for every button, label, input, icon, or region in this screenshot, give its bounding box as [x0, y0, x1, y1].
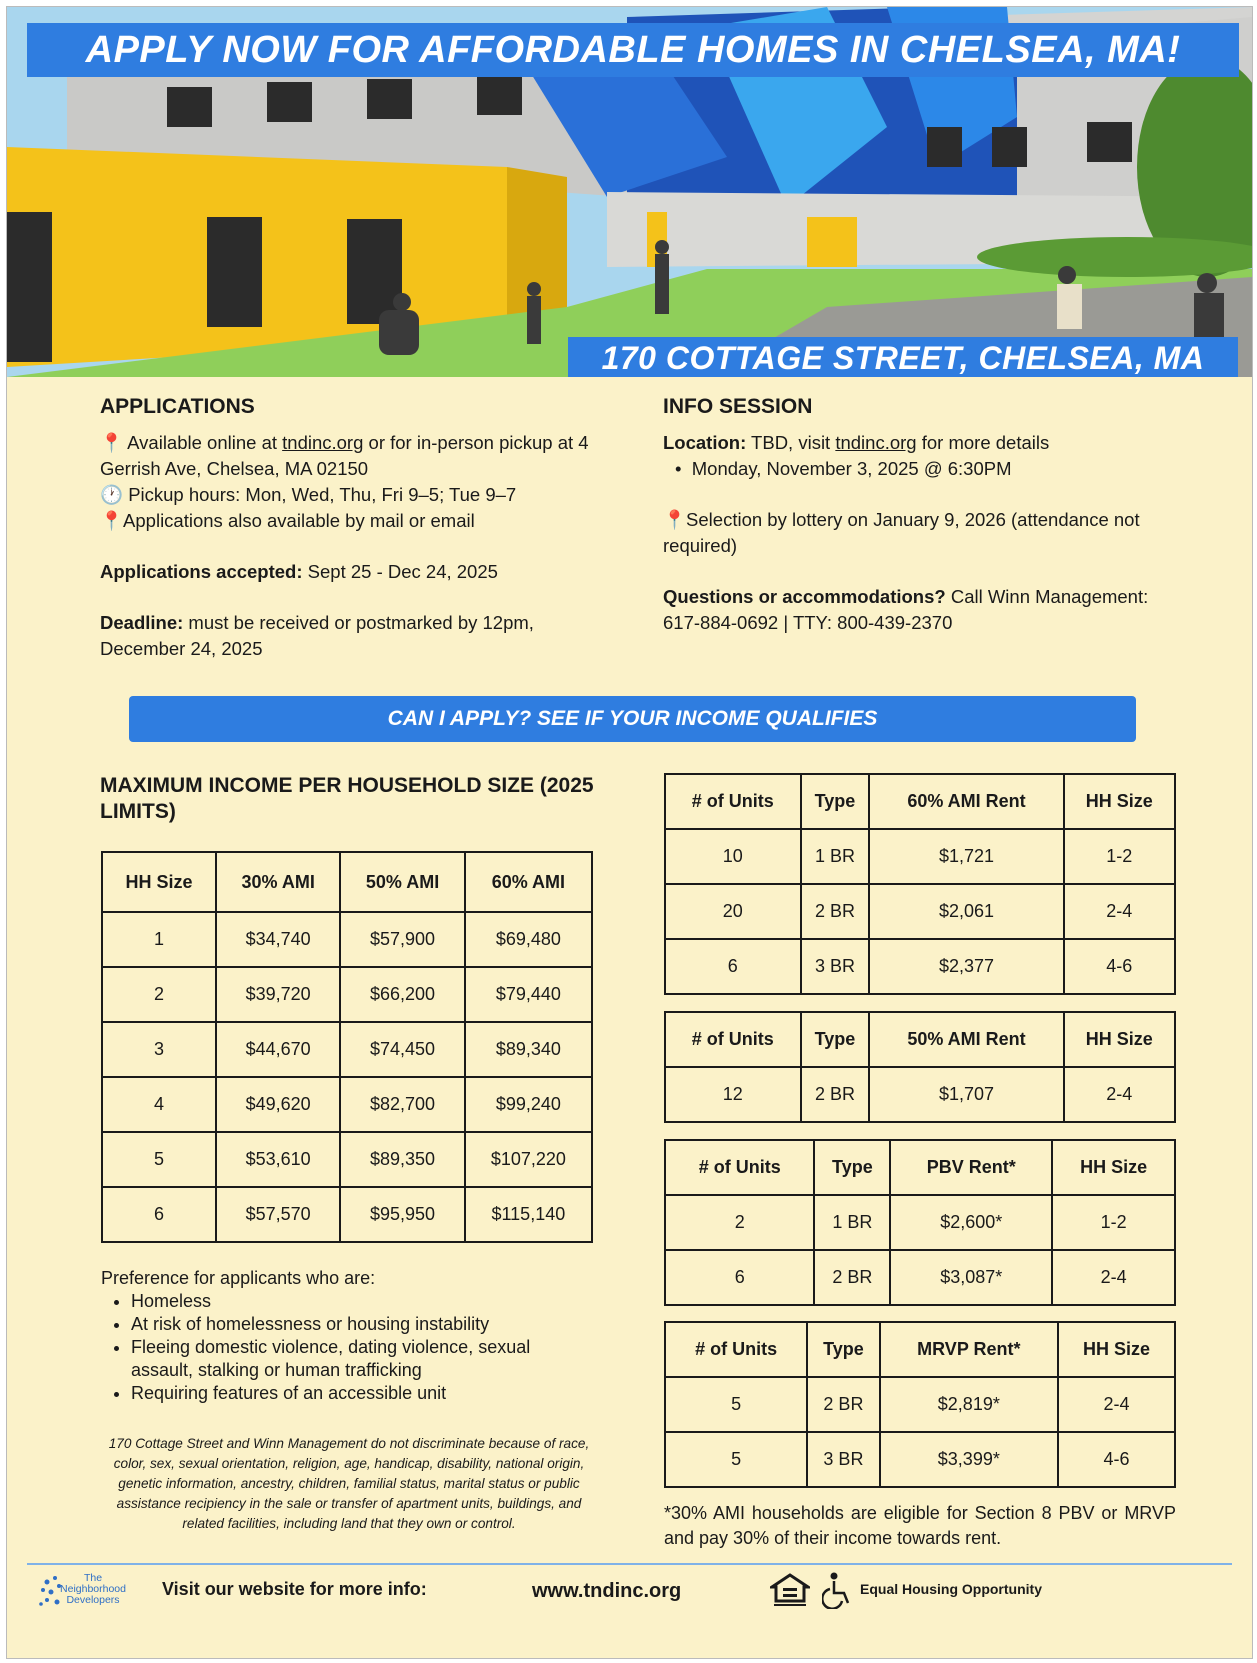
table-cell: 4-6	[1064, 939, 1175, 994]
table-cell: $79,440	[465, 967, 592, 1022]
table-cell: $82,700	[340, 1077, 464, 1132]
qualify-banner: CAN I APPLY? SEE IF YOUR INCOME QUALIFIES	[129, 696, 1136, 742]
table-header: Type	[801, 774, 870, 829]
table-row	[665, 1432, 1175, 1487]
rent-table-50-ami	[664, 1011, 1176, 1123]
lottery-info: 📍Selection by lottery on January 9, 2026 (attendance not required)	[663, 509, 1140, 556]
table-cell: $3,087*	[890, 1250, 1052, 1305]
table-header: 60% AMI Rent	[869, 774, 1063, 829]
table-header: # of Units	[665, 1322, 807, 1377]
table-cell: 5	[665, 1432, 807, 1487]
table-header-row	[665, 1140, 1175, 1195]
table-header: 60% AMI	[465, 852, 592, 912]
table-cell: $53,610	[216, 1132, 340, 1187]
table-cell: 2	[102, 967, 216, 1022]
list-item: • At risk of homelessness or housing instability	[131, 1313, 571, 1336]
hero-image	[7, 7, 1252, 377]
list-item: • Requiring features of an accessible unit	[131, 1382, 571, 1405]
preference-intro: Preference for applicants who are:	[101, 1268, 376, 1288]
rent-table-60-ami	[664, 773, 1176, 995]
applications-heading: APPLICATIONS	[100, 395, 255, 418]
mail-email-availability: 📍Applications also available by mail or email	[100, 510, 475, 531]
table-cell: 5	[102, 1132, 216, 1187]
income-heading-block	[100, 773, 600, 835]
table-header-row	[665, 1322, 1175, 1377]
table-cell: 3 BR	[807, 1432, 879, 1487]
rent-table-pbv	[664, 1139, 1176, 1306]
table-header: 50% AMI Rent	[869, 1012, 1063, 1067]
table-header: Type	[807, 1322, 879, 1377]
table-row	[665, 829, 1175, 884]
table-cell: $57,900	[340, 912, 464, 967]
applications-accepted: Applications accepted: Sept 25 - Dec 24, 2025	[100, 561, 498, 582]
table-cell: $49,620	[216, 1077, 340, 1132]
accessibility-icon	[822, 1571, 854, 1609]
table-header-row	[665, 1012, 1175, 1067]
table-header: HH Size	[1058, 1322, 1175, 1377]
table-cell: $107,220	[465, 1132, 592, 1187]
table-cell: $95,950	[340, 1187, 464, 1242]
info-date: • Monday, November 3, 2025 @ 6:30PM	[675, 458, 1012, 479]
table-cell: 2-4	[1064, 1067, 1175, 1122]
table-cell: 6	[665, 939, 801, 994]
table-row	[102, 1132, 592, 1187]
non-discrimination-disclaimer: 170 Cottage Street and Winn Management do not discriminate because of race, color, sex, sexual orientation, religion, age, handicap, disability, national origin, genetic information, ancestry, children, familial status, marital status or public assistance recipiency in the sale or transfer of apartment units, buildings, and related facilities, including land that they own or control.	[108, 1436, 590, 1531]
preference-list	[101, 1290, 571, 1405]
footer-divider	[27, 1563, 1232, 1565]
visit-website-label: Visit our website for more info:	[162, 1579, 427, 1599]
table-header: Type	[814, 1140, 890, 1195]
table-cell: $69,480	[465, 912, 592, 967]
income-limits-table	[101, 851, 593, 1243]
table-cell: 10	[665, 829, 801, 884]
table-cell: 3	[102, 1022, 216, 1077]
table-header-row	[102, 852, 592, 912]
pickup-hours: 🕐 Pickup hours: Mon, Wed, Thu, Fri 9–5; Tue 9–7	[100, 484, 517, 505]
table-cell: 2 BR	[801, 1067, 870, 1122]
income-heading: MAXIMUM INCOME PER HOUSEHOLD SIZE (2025 LIMITS)	[100, 774, 594, 823]
table-cell: $44,670	[216, 1022, 340, 1077]
clock-icon: 🕐	[100, 484, 124, 505]
equal-housing-label: Equal Housing Opportunity	[860, 1581, 1042, 1597]
table-cell: 3 BR	[801, 939, 870, 994]
flyer-page	[6, 6, 1253, 1659]
table-cell: $89,350	[340, 1132, 464, 1187]
table-header: HH Size	[1052, 1140, 1175, 1195]
pin-icon: 📍	[663, 509, 687, 530]
website-link[interactable]: www.tndinc.org	[532, 1580, 682, 1602]
table-cell: 4-6	[1058, 1432, 1175, 1487]
table-row	[665, 884, 1175, 939]
table-header: 50% AMI	[340, 852, 464, 912]
table-row	[102, 1022, 592, 1077]
table-cell: $74,450	[340, 1022, 464, 1077]
table-cell: $2,377	[869, 939, 1063, 994]
table-cell: $2,061	[869, 884, 1063, 939]
table-cell: $57,570	[216, 1187, 340, 1242]
table-row	[102, 912, 592, 967]
pin-icon: 📍	[100, 432, 124, 453]
table-cell: 2 BR	[807, 1377, 879, 1432]
table-header: # of Units	[665, 1012, 801, 1067]
table-cell: 1	[102, 912, 216, 967]
rent-table-mrvp	[664, 1321, 1176, 1488]
table-header: # of Units	[665, 1140, 814, 1195]
table-cell: 1 BR	[801, 829, 870, 884]
table-header: 30% AMI	[216, 852, 340, 912]
table-cell: $34,740	[216, 912, 340, 967]
applications-section	[100, 394, 600, 662]
table-row	[665, 1377, 1175, 1432]
list-item: • Homeless	[131, 1290, 571, 1313]
table-row	[665, 1195, 1175, 1250]
table-header: HH Size	[1064, 1012, 1175, 1067]
table-row	[102, 1077, 592, 1132]
info-location: Location: TBD, visit tndinc.org for more details	[663, 432, 1050, 453]
applications-online: 📍 Available online at tndinc.org or for in-person pickup at 4 Gerrish Ave, Chelsea, MA 02150	[100, 432, 589, 479]
tnd-logo-text: The Neighborhood Developers	[60, 1572, 126, 1606]
table-cell: 20	[665, 884, 801, 939]
table-cell: 2-4	[1064, 884, 1175, 939]
table-cell: $89,340	[465, 1022, 592, 1077]
voucher-footnote: *30% AMI households are eligible for Section 8 PBV or MRVP and pay 30% of their income towards rent.	[664, 1503, 1176, 1548]
table-cell: 2	[665, 1195, 814, 1250]
table-cell: $66,200	[340, 967, 464, 1022]
table-cell: $1,707	[869, 1067, 1063, 1122]
table-cell: 2 BR	[801, 884, 870, 939]
table-header: MRVP Rent*	[880, 1322, 1058, 1377]
table-cell: $3,399*	[880, 1432, 1058, 1487]
questions-contact: Questions or accommodations? Call Winn Management: 617-884-0692 | TTY: 800-439-2370	[663, 586, 1149, 633]
table-header: PBV Rent*	[890, 1140, 1052, 1195]
table-header-row	[665, 774, 1175, 829]
table-cell: 1 BR	[814, 1195, 890, 1250]
pin-icon: 📍	[100, 510, 124, 531]
table-row	[665, 1067, 1175, 1122]
table-cell: $99,240	[465, 1077, 592, 1132]
table-row	[102, 967, 592, 1022]
table-header: Type	[801, 1012, 870, 1067]
address-banner: 170 COTTAGE STREET, CHELSEA, MA	[568, 337, 1238, 377]
table-cell: 2-4	[1052, 1250, 1175, 1305]
info-session-section	[663, 394, 1163, 636]
table-cell: 6	[102, 1187, 216, 1242]
table-cell: 5	[665, 1377, 807, 1432]
headline-banner: APPLY NOW FOR AFFORDABLE HOMES IN CHELSEA, MA!	[27, 23, 1239, 77]
table-cell: 1-2	[1064, 829, 1175, 884]
info-session-heading: INFO SESSION	[663, 395, 813, 418]
equal-housing-icon	[770, 1573, 810, 1609]
table-row	[665, 939, 1175, 994]
preference-section	[101, 1267, 571, 1405]
table-header: HH Size	[102, 852, 216, 912]
list-item: • Fleeing domestic violence, dating violence, sexual assault, stalking or human trafficking	[131, 1336, 571, 1382]
tndinc-link[interactable]: tndinc.org	[282, 432, 364, 453]
table-cell: $2,600*	[890, 1195, 1052, 1250]
table-cell: 4	[102, 1077, 216, 1132]
tndinc-link[interactable]: tndinc.org	[835, 432, 917, 453]
table-cell: $2,819*	[880, 1377, 1058, 1432]
table-cell: 6	[665, 1250, 814, 1305]
table-cell: $1,721	[869, 829, 1063, 884]
table-cell: $115,140	[465, 1187, 592, 1242]
table-cell: 2 BR	[814, 1250, 890, 1305]
table-row	[665, 1250, 1175, 1305]
table-cell: $39,720	[216, 967, 340, 1022]
table-cell: 1-2	[1052, 1195, 1175, 1250]
table-header: # of Units	[665, 774, 801, 829]
table-row	[102, 1187, 592, 1242]
table-cell: 12	[665, 1067, 801, 1122]
table-header: HH Size	[1064, 774, 1175, 829]
deadline: Deadline: must be received or postmarked by 12pm, December 24, 2025	[100, 612, 534, 659]
table-cell: 2-4	[1058, 1377, 1175, 1432]
